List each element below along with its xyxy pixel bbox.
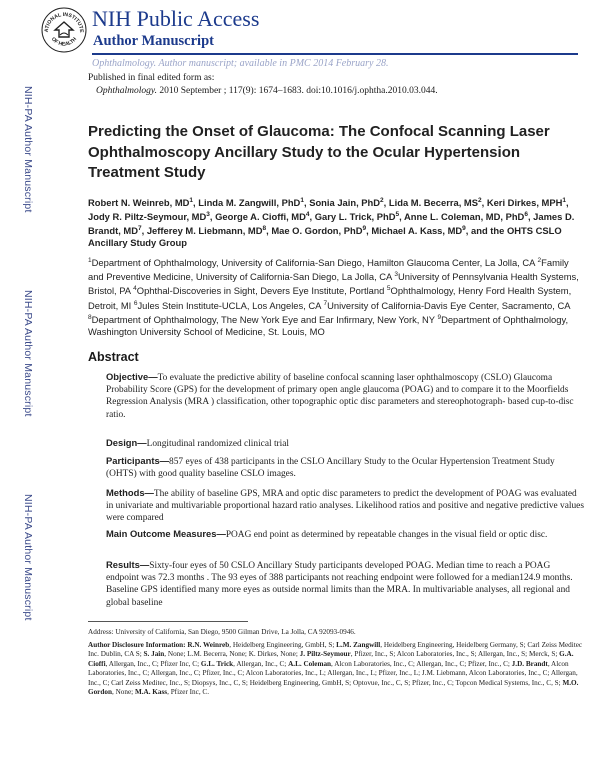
pmc-availability-note: Ophthalmology. Author manuscript; available in PMC 2014 February 28. [92, 58, 389, 69]
margin-label: NIH-PA Author Manuscript [22, 86, 34, 213]
abstract-section [106, 528, 584, 541]
author-affiliation-mark: 9 [462, 225, 466, 233]
margin-label: NIH-PA Author Manuscript [22, 494, 34, 621]
disclosure-author: S. Jain [143, 650, 165, 659]
svg-text:NATIONAL INSTITUTES: ATIONAL INSTITUTE [43, 11, 85, 33]
affiliation-text: Family and Preventive Medicine, University of California-San Diego, La Jolla, CA [88, 257, 569, 283]
author-name: Anne L. Coleman, MD, PhD [404, 211, 525, 223]
disclosure-text: , Heidelberg Engineering, Heidelberg Germany, S; Carl Zeiss Meditec Inc. Dublin, CA S; [88, 641, 583, 659]
affiliation-mark: 8 [88, 313, 92, 321]
disclosure-author: M.O. Gordon [88, 678, 579, 697]
author-affiliation-mark: 9 [362, 225, 367, 233]
affiliation-text: University of California-Davis Eye Center, Sacramento, CA [327, 299, 570, 311]
section-text: Longitudinal randomized clinical trial [146, 439, 290, 449]
author-name: Jefferey M. Liebmann, MD [146, 225, 263, 237]
affiliation-mark: 5 [386, 285, 391, 293]
nih-seal-logo [40, 6, 88, 54]
citation-details: 2010 September ; 117(9): 1674–1683. doi:10.1016/j.ophtha.2010.03.044. [156, 86, 438, 96]
section-text: Sixty-four eyes of 50 CSLO Ancillary Study participants developed POAG. Median time to reach a POAG endpoint was 72.3 months . The 93 eyes of 388 participants not reaching endpoint were followed for a median124.9 months. Baseline GPS identified many more eyes as outside normal limits than the MRA. In multivariable analyses, all regional and global baseline [106, 561, 573, 608]
author-manuscript-subtitle: Author Manuscript [93, 33, 214, 49]
disclosure-text: , Alcon Laboratories, Inc., C; Allergan, Inc., C; Pfizer, Inc., C; Alcon Laboratories, Inc., L; Allergan, Inc., L; Pfizer, Inc., L; J.M. Liebmann, Alcon Laboratories, Inc., C; Allergan, Inc., C; Carl Zeiss Meditec, Inc., S; Diopsys, Inc., C, S; Heidelberg Engineering, GmbH, S; Optovue, Inc., C, S; Pfizer, Inc., C; Topcon Medical Systems, Inc., C, S; [88, 659, 578, 687]
disclosure-author: R.N. Weinreb [187, 641, 230, 649]
disclosure-author: J.D. Brandt [511, 659, 548, 668]
header-rule [92, 53, 578, 55]
author-name: George A. Cioffi, MD [215, 211, 306, 223]
section-label: Design— [106, 437, 147, 448]
section-label: Results— [106, 559, 150, 570]
footnote-rule [88, 621, 248, 622]
author-affiliation-mark: 4 [305, 211, 310, 219]
affiliation-text: Ophthalmology, Henry Ford Health System, Detroit, MI [88, 285, 572, 311]
disclosure-text: , Heidelberg Engineering, GmbH, S; [229, 641, 337, 649]
citation-line [96, 86, 438, 96]
margin-label: NIH-PA Author Manuscript [22, 290, 34, 417]
disclosure-author: L.M. Zangwill [336, 641, 381, 649]
affiliation-mark: 3 [394, 271, 399, 279]
author-affiliation-mark: 1 [300, 197, 304, 204]
affiliation-mark: 7 [323, 299, 328, 307]
author-name: Linda M. Zangwill, PhD [198, 197, 301, 209]
study-group: and the OHTS CSLO Ancillary Study Group [88, 225, 562, 249]
author-name: Sonia Jain, PhD [309, 197, 381, 209]
author-affiliation-mark: 8 [262, 225, 267, 233]
abstract-section [106, 371, 584, 421]
abstract-section [106, 487, 584, 525]
affiliations [88, 255, 583, 338]
disclosure-author: A.L. Coleman [288, 659, 332, 668]
disclosure-text: , Allergan, Inc., C; [233, 659, 289, 668]
author-name: Gary L. Trick, PhD [314, 211, 396, 223]
correspondence-address: Address: University of California, San Diego, 9500 Gilman Drive, La Jolla, CA 92093-0946. [88, 628, 356, 636]
disclosure-text: , None; L.M. Becerra, None; K. Dirkes, None; [164, 650, 300, 659]
affiliation-text: University of Pennsylvania Health Systems, Bristol, PA [88, 271, 579, 297]
author-affiliation-mark: 7 [138, 225, 142, 233]
journal-name: Ophthalmology. [96, 86, 157, 96]
affiliation-mark: 6 [133, 299, 138, 307]
author-affiliation-mark: 2 [477, 197, 482, 204]
disclosure-text: , Pfizer, Inc., S; Alcon Laboratories, Inc., S; Allergan, Inc., S; Merck, S; [350, 650, 560, 659]
author-affiliation-mark: 1 [562, 197, 567, 204]
abstract-heading: Abstract [88, 350, 139, 364]
disclosure-text: , Pfizer Inc, C. [167, 688, 210, 697]
author-name: Mae O. Gordon, PhD [271, 225, 363, 237]
left-margin [0, 0, 60, 776]
author-list: Robert N. Weinreb, $MD^1$, Linda M. Zangwill, PhD$^1$, Sonia Jain, PhD$^2$, Lida M. Becerra, $MS^2$, Keri Dirkes, MPH$^1$, Jody R. Piltz-Seymour, $MD^3$, George A. Cioffi, $MD^4$, Gary L. Trick, PhD$^5$, Anne L. Coleman, MD, PhD$^6$, James D. Brandt, $MD^7$, Jefferey M. Liebmann, $MD^8$, Mae O. Gordon, PhD$^9$, Michael A. Kass, $MD^9$, and the OHTS CSLO Ancillary Study Group [88, 197, 575, 249]
author-name: James D. Brandt, MD [88, 211, 575, 237]
disclosure-author: M.A. Kass [134, 688, 168, 697]
svg-text:OF HEALTH: OF HEALTH [49, 36, 79, 48]
affiliation-text: Department of Ophthalmology, University of California-San Diego, Hamilton Glaucoma Center, La Jolla, CA [91, 257, 535, 269]
disclosure-label: Author Disclosure Information: [88, 641, 186, 649]
section-text: POAG end point as determined by repeatable changes in the visual field or optic disc. [225, 530, 548, 540]
section-label: Objective— [106, 371, 158, 382]
section-label: Main Outcome Measures— [106, 528, 226, 539]
disclosure-author: G.L. Trick [200, 659, 234, 668]
author-name: Lida M. Becerra, MS [388, 197, 478, 209]
affiliation-mark: 9 [437, 313, 442, 321]
author-name: Michael A. Kass, MD [371, 225, 463, 237]
section-text: 857 eyes of 438 participants in the CSLO Ancillary Study to the Ocular Hypertension Treatment Study (OHTS) with good quality baseline CSLO images. [106, 457, 555, 480]
section-label: Participants— [106, 455, 170, 466]
author-name: Keri Dirkes, MPH [486, 197, 563, 209]
nih-public-access-title: NIH Public Access [92, 6, 260, 31]
affiliation-mark: 4 [133, 285, 137, 293]
author-disclosure [88, 641, 583, 697]
author-affiliation-mark: 5 [395, 211, 400, 219]
affiliation-text: Department of Ophthalmology, Washington University School of Medicine, St. Louis, MO [88, 314, 569, 338]
disclosure-text: , Allergan, Inc., C; Pfizer Inc, C; [105, 659, 201, 668]
affiliation-text: Jules Stein Institute-UCLA, Los Angeles, CA [137, 299, 321, 311]
author-affiliation-mark: 6 [524, 211, 528, 219]
section-text: The ability of baseline GPS, MRA and optic disc parameters to predict the development of POAG was evaluated in univariate and multivariable proportional hazard ratio analyses. Likelihood ratios and positive and negative predictive values were compared [106, 489, 584, 524]
author-name: Robert N. Weinreb, MD [88, 197, 190, 209]
abstract-section [106, 455, 584, 480]
section-label: Methods— [106, 487, 154, 498]
article-title: Predicting the Onset of Glaucoma: The Confocal Scanning Laser Ophthalmoscopy Ancillary Study to the Ocular Hypertension Treatment Study [88, 123, 550, 181]
affiliation-mark: 1 [88, 257, 92, 264]
author-affiliation-mark: 1 [189, 197, 194, 204]
disclosure-author: G.A. Cioffi [88, 650, 574, 668]
disclosure-text: , Alcon Laboratories, Inc., C; Allergan, Inc., C; Pfizer, Inc., C; [331, 659, 512, 668]
affiliation-text: Department of Ophthalmology, The New York Eye and Ear Infirmary, New York, NY [91, 314, 435, 325]
author-name: Jody R. Piltz-Seymour, MD [88, 211, 207, 223]
section-text: To evaluate the predictive ability of baseline confocal scanning laser ophthalmoscopy (CSLO) Glaucoma Probability Score (GPS) for the development of primary open angle glaucoma (POAG) and to compare it to the Moorfields Regression Analysis (MRA ) classification, other topographic optic disc parameters and stereophotograph- based cup-to-disc ratio. [106, 373, 574, 420]
author-affiliation-mark: 2 [380, 197, 384, 204]
abstract-section [106, 437, 584, 450]
published-label: Published in final edited form as: [88, 73, 215, 83]
abstract-section [106, 559, 584, 609]
author-affiliation-mark: 3 [206, 211, 210, 219]
disclosure-author: J. Piltz-Seymour [299, 650, 351, 659]
affiliation-mark: 2 [537, 257, 542, 264]
disclosure-text: , None; [111, 688, 135, 697]
affiliation-text: Ophthal-Discoveries in Sight, Devers Eye Institute, Portland [136, 285, 385, 297]
